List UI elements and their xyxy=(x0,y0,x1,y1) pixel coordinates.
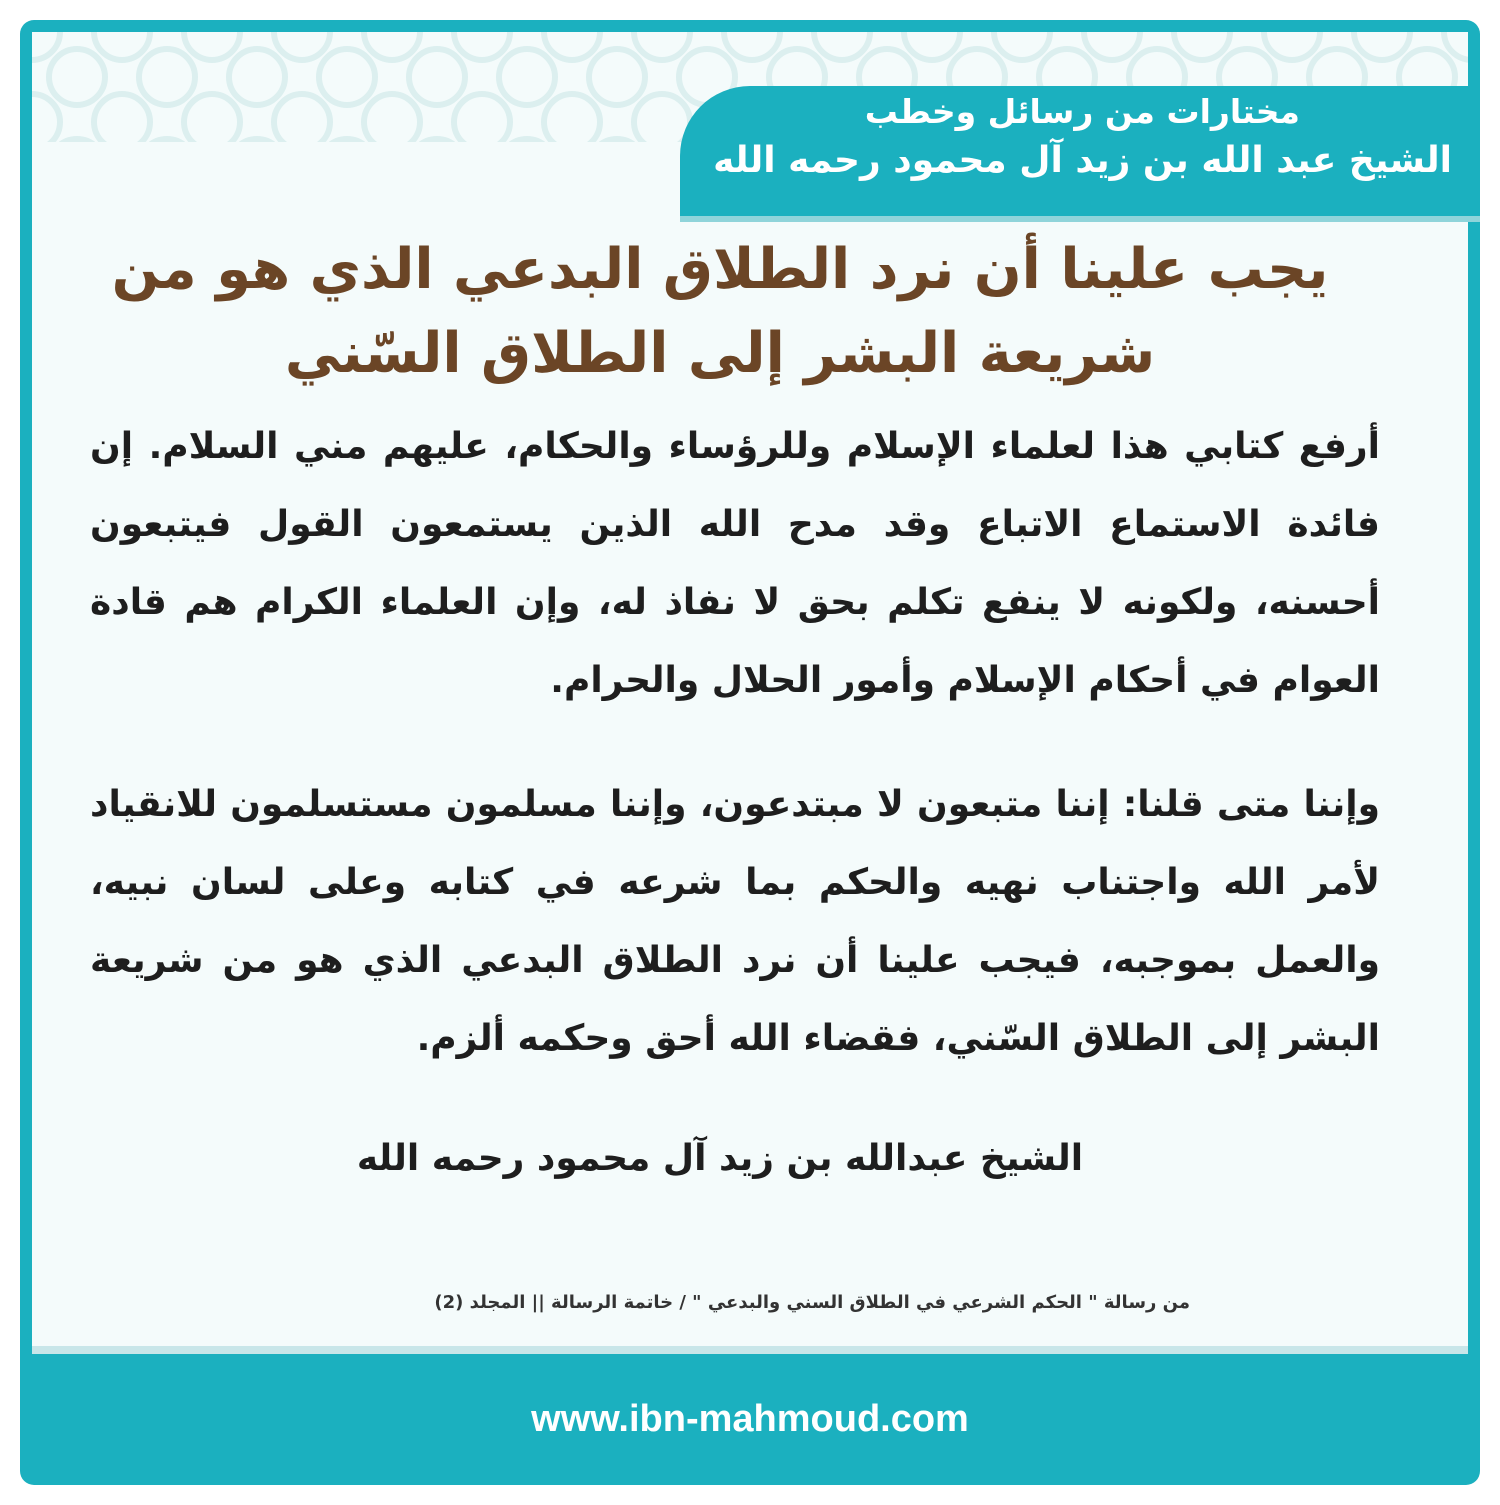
paragraph-1: أرفع كتابي هذا لعلماء الإسلام وللرؤساء والحكام، عليهم مني السلام. إن فائدة الاستماع الاتباع وقد مدح الله الذين يستمعون القول فيتبعون أحسنه، ولكونه لا ينفع تكلم بحق لا نفاذ له، وإن العلماء الكرام هم قادة العوام في أحكام الإسلام وأمور الحلال والحرام. xyxy=(90,426,1380,701)
signature: الشيخ عبدالله بن زيد آل محمود رحمه الله xyxy=(356,1138,1084,1179)
source-citation: من رسالة " الحكم الشرعي في الطلاق السني والبدعي " / خاتمة الرسالة || المجلد (2) xyxy=(434,1292,1190,1313)
page-title: يجب علينا أن نرد الطلاق البدعي الذي هو من شريعة البشر إلى الطلاق السّني xyxy=(111,237,1329,386)
header-series-title: مختارات من رسائل وخطب xyxy=(864,92,1300,131)
website-url: www.ibn-mahmoud.com xyxy=(531,1398,969,1440)
card-bottom-edge xyxy=(32,1346,1468,1354)
header-author-name: الشيخ عبد الله بن زيد آل محمود رحمه الله xyxy=(713,140,1452,181)
paragraph-2: وإننا متى قلنا: إننا متبعون لا مبتدعون، وإننا مسلمون مستسلمون للانقياد لأمر الله واجتناب نهيه والحكم بما شرعه في كتابه وعلى لسان نبيه، والعمل بموجبه، فيجب علينا أن نرد الطلاق البدعي الذي هو من شريعة البشر إلى الطلاق السّني، فقضاء الله أحق وحكمه ألزم. xyxy=(90,784,1380,1059)
